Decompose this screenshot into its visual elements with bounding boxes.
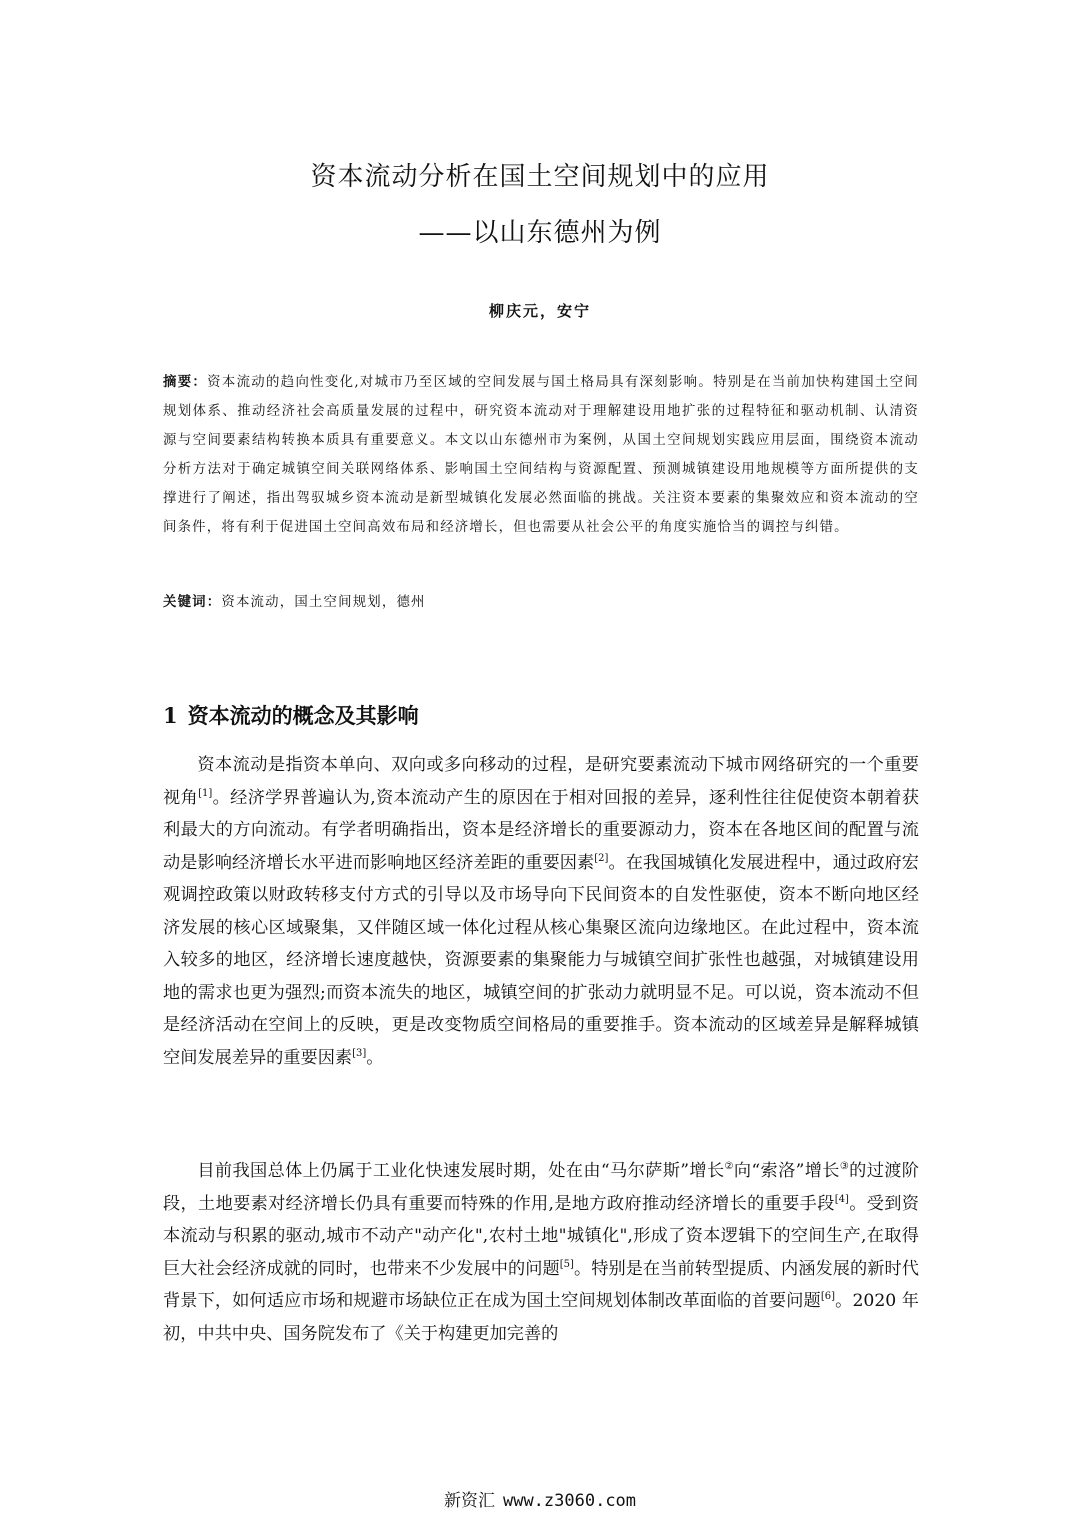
footnote-marker: ②	[724, 1161, 734, 1172]
citation-ref: [3]	[352, 1047, 367, 1059]
citation-ref: [5]	[559, 1258, 574, 1270]
paragraph-text: 向“索洛”增长	[733, 1161, 840, 1181]
paper-subtitle: ——以山东德州为例	[418, 218, 662, 248]
section-title: 资本流动的概念及其影响	[187, 703, 419, 728]
authors: 柳庆元，安宁	[488, 302, 591, 320]
body-paragraph-1	[163, 749, 919, 1074]
keywords-text: 资本流动，国土空间规划，德州	[221, 595, 426, 610]
footer-watermark	[0, 1486, 1080, 1511]
footnote-marker: ③	[839, 1161, 850, 1172]
citation-ref: [2]	[594, 852, 609, 864]
paper-title: 资本流动分析在国土空间规划中的应用	[310, 162, 770, 192]
paragraph-text: 。经济学界普遍认为,资本流动产生的原因在于相对回报的差异，逐利性往往促使资本朝着获利最大的方向流动。有学者明确指出，资本是经济增长的重要源动力，资本在各地区间的配置与流动是影响经济增长水平进而影响地区经济差距的重要因素	[163, 787, 919, 873]
footer-site-name: 新资汇	[443, 1491, 495, 1511]
paragraph-text: 。特别是在当前转型提质、内涵发展的新时代背景下，如何适应市场和规避市场缺位正在成为国土空间规划体制改革面临的首要问题	[163, 1258, 919, 1311]
paragraph-text: 目前我国总体上仍属于工业化快速发展时期，处在由“马尔萨斯”增长	[197, 1161, 725, 1181]
citation-ref: [1]	[198, 787, 213, 799]
paragraph-text: 的过渡阶段，土地要素对经济增长仍具有重要而特殊的作用,是地方政府推动经济增长的重要手段	[163, 1161, 919, 1214]
section-heading	[163, 700, 419, 730]
body-paragraph-2	[163, 1155, 919, 1350]
keywords-label: 关键词：	[163, 594, 222, 610]
abstract-label: 摘要：	[163, 374, 208, 390]
keywords	[163, 591, 919, 610]
paragraph-text: 。在我国城镇化发展进程中，通过政府宏观调控政策以财政转移支付方式的引导以及市场导向下民间资本的自发性驱使，资本不断向地区经济发展的核心区域聚集，又伴随区域一体化过程从核心集聚区流向边缘地区。在此过程中，资本流入较多的地区，经济增长速度越快，资源要素的集聚能力与城镇空间扩张性也越强，对城镇建设用地的需求也更为强烈;而资本流失的地区，城镇空间的扩张动力就明显不足。可以说，资本流动不但是经济活动在空间上的反映，更是改变物质空间格局的重要推手。资本流动的区域差异是解释城镇空间发展差异的重要因素	[163, 852, 919, 1068]
section-number: 1	[163, 703, 178, 728]
abstract	[163, 368, 919, 542]
paragraph-text: 资本流动是指资本单向、双向或多向移动的过程，是研究要素流动下城市网络研究的一个重要视角	[163, 755, 919, 808]
paragraph-text: 。2020 年初，中共中央、国务院发布了《关于构建更加完善的	[163, 1291, 919, 1344]
paragraph-text: 。受到资本流动与积累的驱动,城市不动产"动产化",农村土地"城镇化",形成了资本逻辑下的空间生产,在取得巨大社会经济成就的同时，也带来不少发展中的问题	[163, 1193, 919, 1279]
footer-url[interactable]: www.z3060.com	[502, 1491, 637, 1511]
citation-ref: [6]	[820, 1291, 836, 1302]
citation-ref: [4]	[834, 1193, 849, 1205]
paragraph-text: 。	[366, 1047, 384, 1068]
abstract-text: 资本流动的趋向性变化,对城市乃至区域的空间发展与国土格局具有深刻影响。特别是在当前加快构建国土空间规划体系、推动经济社会高质量发展的过程中，研究资本流动对于理解建设用地扩张的过程特征和驱动机制、认清资源与空间要素结构转换本质具有重要意义。本文以山东德州市为案例，从国土空间规划实践应用层面，围绕资本流动分析方法对于确定城镇空间关联网络体系、影响国土空间结构与资源配置、预测城镇建设用地规模等方面所提供的支撑进行了阐述，指出驾驭城乡资本流动是新型城镇化发展必然面临的挑战。关注资本要素的集聚效应和资本流动的空间条件，将有利于促进国土空间高效布局和经济增长，但也需要从社会公平的角度实施恰当的调控与纠错。	[163, 375, 919, 535]
